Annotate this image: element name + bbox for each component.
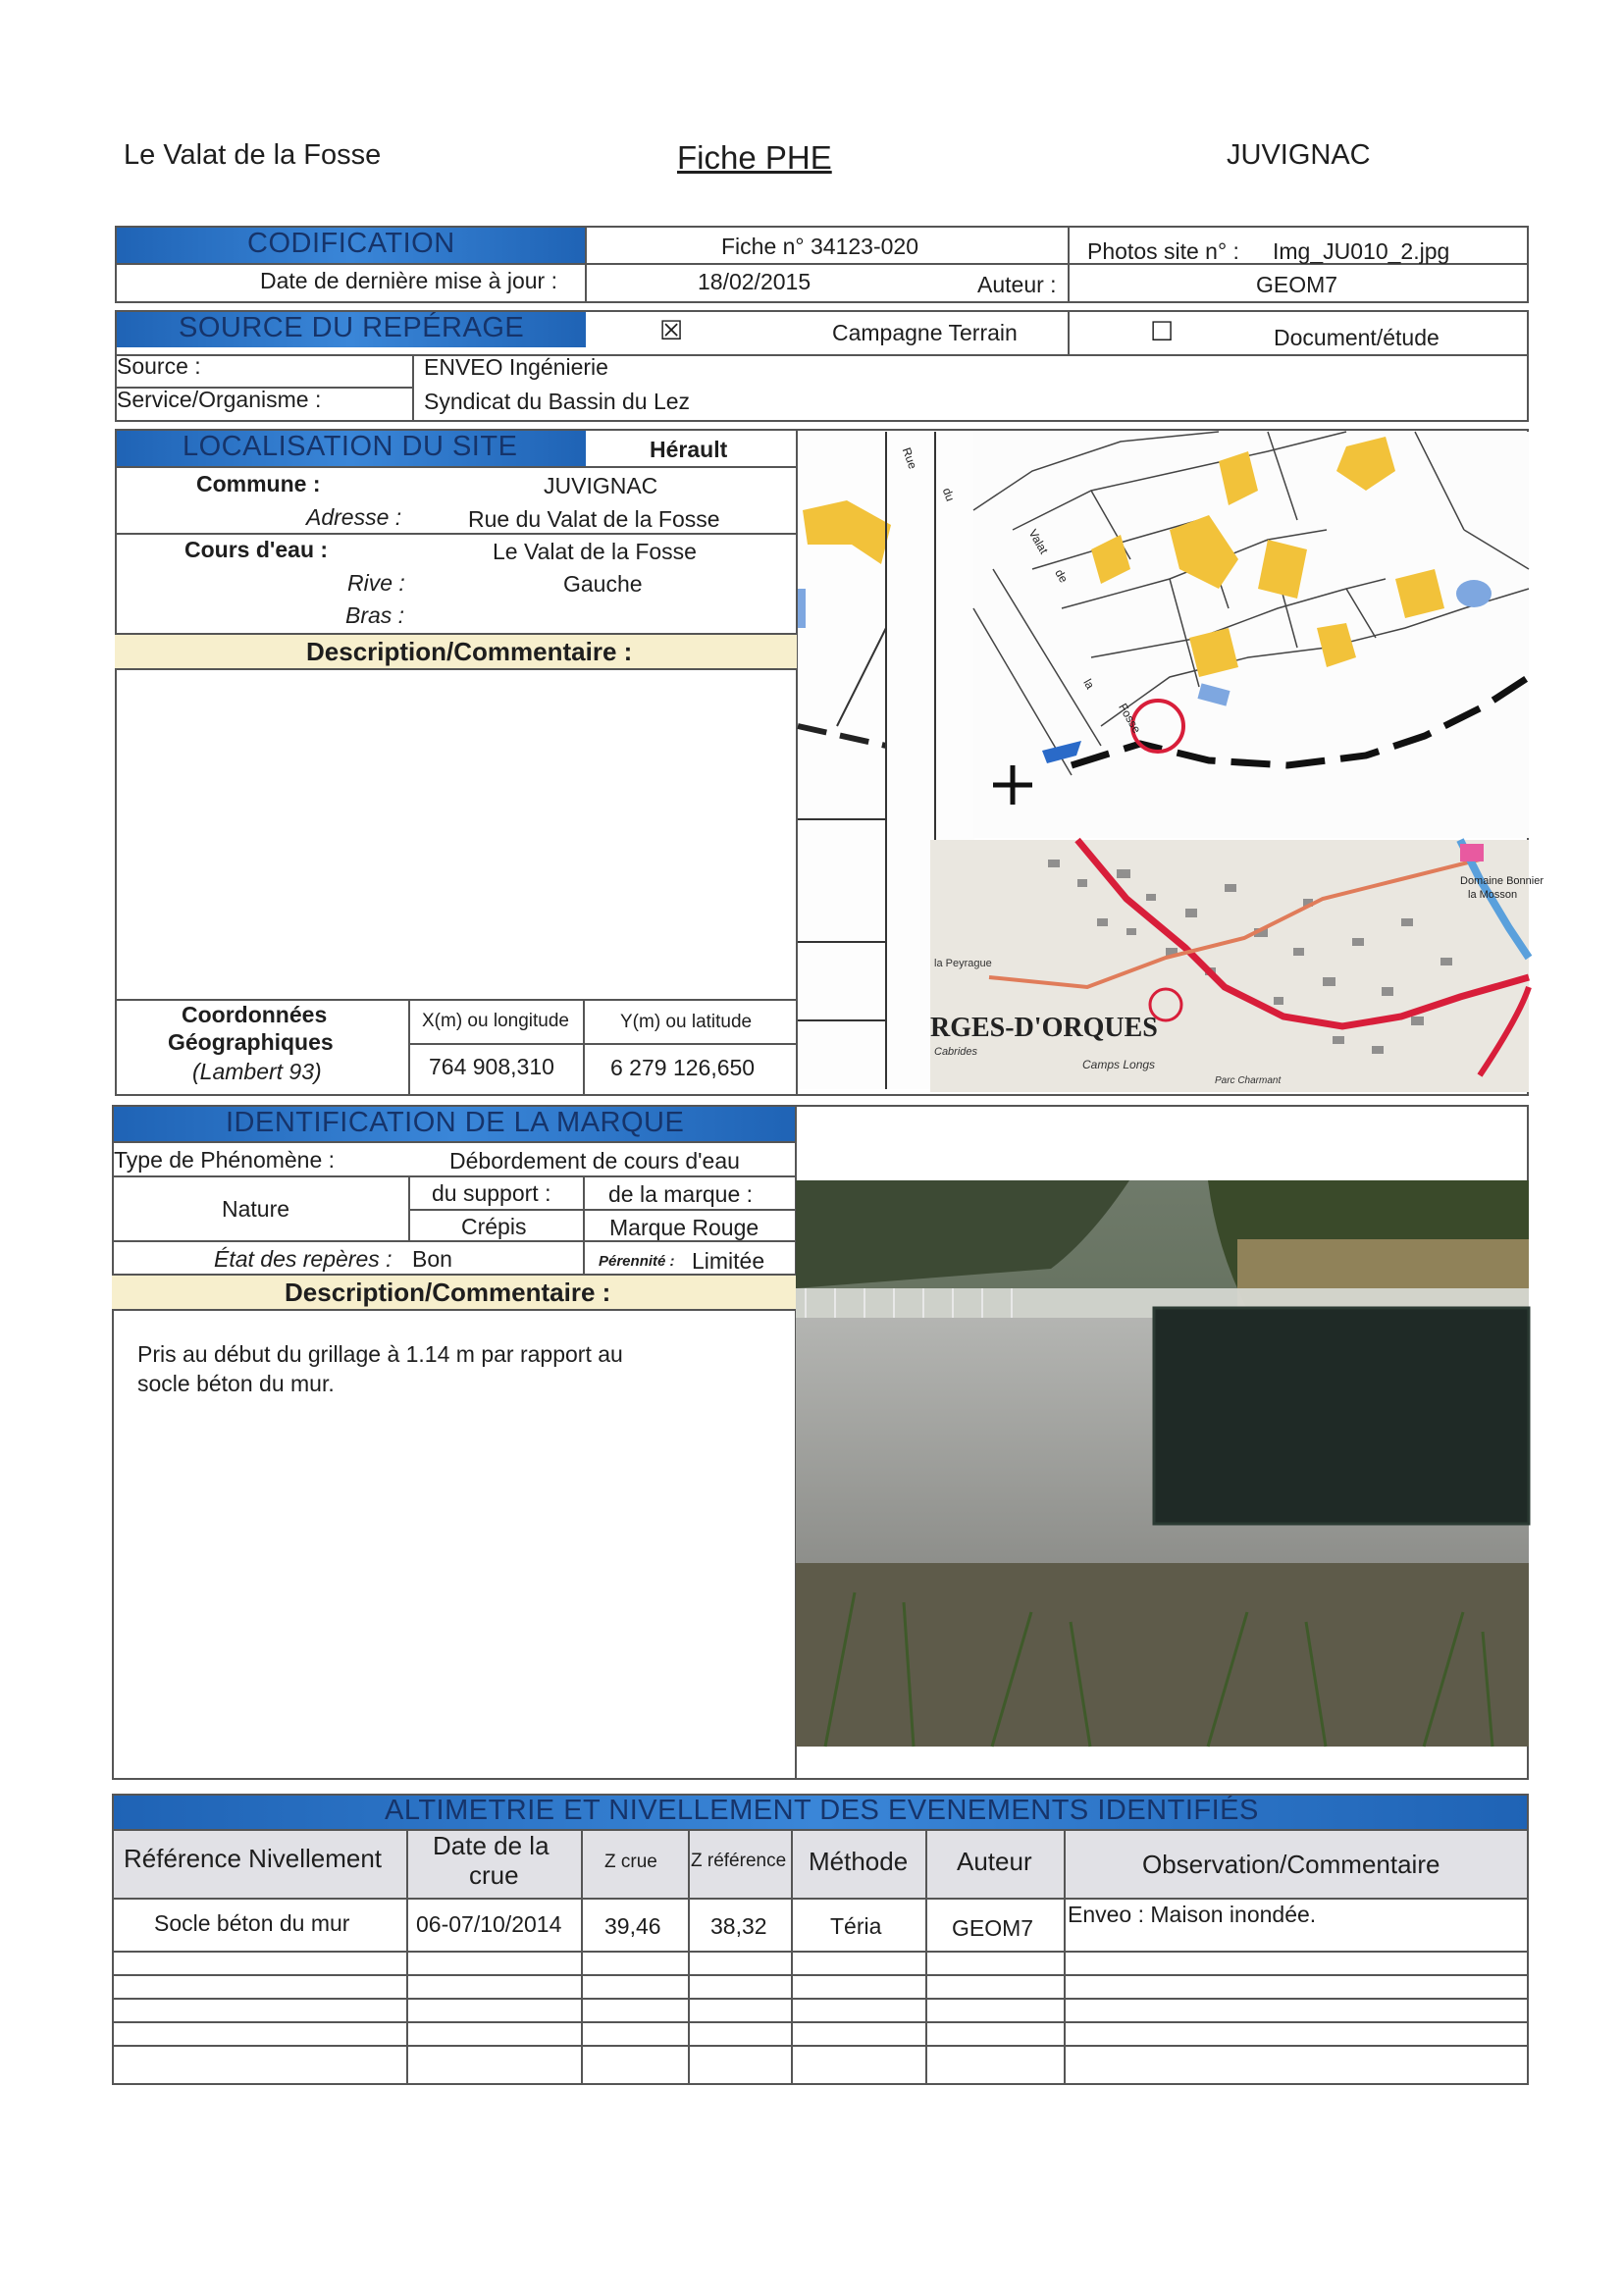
page-title: Fiche PHE	[677, 139, 832, 176]
coord-label: (Lambert 93)	[192, 1059, 322, 1084]
rive-label: Rive :	[347, 570, 405, 596]
etat-label: État des repères :	[214, 1246, 393, 1272]
divider	[112, 1898, 1529, 1900]
cours-value: Le Valat de la Fosse	[493, 539, 697, 564]
cours-label: Cours d'eau :	[184, 537, 329, 562]
etat-value: Bon	[412, 1246, 452, 1272]
photos-value: Img_JU010_2.jpg	[1273, 238, 1450, 264]
col-header-obs: Observation/Commentaire	[1142, 1850, 1440, 1879]
document-label: Document/étude	[1274, 325, 1440, 350]
map-place-label: la Mosson	[1468, 889, 1518, 901]
x-label: X(m) ou longitude	[422, 1011, 569, 1031]
col-header-methode: Méthode	[809, 1847, 909, 1876]
type-label: Type de Phénomène :	[114, 1147, 336, 1173]
divider	[408, 999, 410, 1096]
auteur-label: Auteur :	[977, 272, 1057, 297]
nature-label: Nature	[222, 1196, 290, 1222]
marque-value: Marque Rouge	[609, 1215, 759, 1240]
divider	[406, 1829, 408, 2085]
localisation-title: LOCALISATION DU SITE	[183, 431, 518, 462]
divider	[112, 1974, 1529, 1976]
perennite-label: Pérennité :	[599, 1253, 675, 1270]
cadastral-map-svg	[973, 432, 1529, 838]
campagne-checkbox[interactable]: ☒	[659, 316, 684, 345]
service-label: Service/Organisme :	[117, 387, 322, 412]
col-header-auteur: Auteur	[957, 1847, 1032, 1876]
divider	[112, 2045, 1529, 2047]
col-header-date: crue	[469, 1860, 519, 1890]
date-label: Date de dernière mise à jour :	[260, 268, 557, 293]
service-value: Syndicat du Bassin du Lez	[424, 389, 691, 414]
photos-label: Photos site n° :	[1087, 238, 1239, 264]
row-obs: Enveo : Maison inondée.	[1068, 1902, 1317, 1927]
divider	[583, 999, 585, 1096]
codification-title: CODIFICATION	[247, 228, 455, 259]
row-date: 06-07/10/2014	[416, 1911, 562, 1937]
divider	[408, 1043, 797, 1045]
rive-value: Gauche	[563, 571, 643, 597]
divider	[581, 1829, 583, 2085]
document-checkbox[interactable]: ☐	[1150, 317, 1175, 346]
row-zref: 38,32	[710, 1913, 767, 1939]
marque-label: de la marque :	[608, 1181, 754, 1207]
y-value: 6 279 126,650	[610, 1055, 756, 1080]
street-label: du	[939, 486, 958, 503]
street-label: la	[1080, 676, 1098, 692]
y-label: Y(m) ou latitude	[620, 1012, 753, 1032]
date-value: 18/02/2015	[698, 269, 812, 294]
divider	[408, 1209, 796, 1211]
source-title: SOURCE DU REPÉRAGE	[179, 312, 525, 343]
commune-value: JUVIGNAC	[544, 473, 658, 498]
source-label: Source :	[117, 353, 201, 379]
row-methode: Téria	[830, 1913, 882, 1939]
departement-value: Hérault	[650, 437, 728, 462]
street-label: Valat	[1025, 527, 1051, 556]
divider	[112, 1175, 796, 1177]
divider	[115, 533, 797, 535]
commune-label: Commune :	[196, 471, 321, 496]
map-town-label: RGES-D'ORQUES	[930, 1013, 1158, 1043]
col-header-zref: Z référence	[691, 1851, 787, 1871]
commune-name: JUVIGNAC	[1227, 139, 1371, 171]
map-place-label: Parc Charmant	[1215, 1075, 1282, 1086]
topographic-map	[930, 840, 1544, 1092]
divider	[112, 1951, 1529, 1953]
x-value: 764 908,310	[429, 1054, 554, 1079]
marque-description-line: socle béton du mur.	[137, 1371, 335, 1396]
description-label: Description/Commentaire :	[306, 637, 633, 666]
type-value: Débordement de cours d'eau	[449, 1148, 740, 1174]
divider	[1068, 226, 1070, 303]
divider	[1064, 1829, 1066, 2085]
map-place-label: Cabrides	[934, 1046, 978, 1058]
coord-label: Coordonnées	[182, 1002, 328, 1027]
divider	[585, 226, 587, 303]
divider	[115, 999, 797, 1001]
map-place-label: Domaine Bonnier	[1460, 875, 1544, 887]
row-auteur: GEOM7	[952, 1915, 1034, 1941]
divider	[115, 354, 1529, 356]
cadastral-map	[973, 432, 1529, 838]
divider	[925, 1829, 927, 2085]
divider	[1068, 310, 1070, 355]
support-label: du support :	[432, 1180, 551, 1206]
site-photo-svg	[796, 1180, 1529, 1747]
divider	[112, 1829, 1529, 1831]
topographic-map-svg	[930, 840, 1529, 1092]
col-header-date: Date de la	[433, 1831, 550, 1860]
site-name: Le Valat de la Fosse	[124, 139, 382, 171]
row-zcrue: 39,46	[604, 1913, 661, 1939]
bras-label: Bras :	[345, 602, 405, 628]
divider	[115, 466, 797, 468]
street-label: Rue	[899, 445, 920, 471]
map-place-label: la Peyrague	[934, 958, 992, 969]
adresse-value: Rue du Valat de la Fosse	[468, 506, 720, 532]
row-ref: Socle béton du mur	[154, 1910, 350, 1936]
col-header-ref: Référence Nivellement	[124, 1844, 383, 1873]
marque-description-label: Description/Commentaire :	[285, 1278, 611, 1307]
support-value: Crépis	[461, 1214, 527, 1239]
divider	[112, 1141, 796, 1143]
street-label: de	[1052, 566, 1072, 586]
divider	[583, 1175, 585, 1275]
site-photo	[796, 1180, 1529, 1747]
divider	[112, 1998, 1529, 2000]
marque-description-line: Pris au début du grillage à 1.14 m par rapport au	[137, 1341, 623, 1367]
campagne-label: Campagne Terrain	[832, 320, 1018, 345]
altimetrie-title: ALTIMETRIE ET NIVELLEMENT DES EVENEMENTS IDENTIFIÉS	[385, 1795, 1259, 1826]
divider	[688, 1829, 690, 2085]
map-place-label: Camps Longs	[1082, 1058, 1156, 1071]
coord-label: Géographiques	[168, 1029, 334, 1055]
street-label: Fosse	[1116, 701, 1144, 736]
source-value: ENVEO Ingénierie	[424, 354, 608, 380]
divider	[791, 1829, 793, 2085]
auteur-value: GEOM7	[1256, 272, 1338, 297]
divider	[112, 2021, 1529, 2023]
marque-title: IDENTIFICATION DE LA MARQUE	[226, 1107, 685, 1138]
perennite-value: Limitée	[692, 1248, 765, 1274]
fiche-number: Fiche n° 34123-020	[721, 234, 919, 259]
adresse-label: Adresse :	[306, 504, 402, 530]
col-header-zcrue: Z crue	[604, 1852, 657, 1872]
